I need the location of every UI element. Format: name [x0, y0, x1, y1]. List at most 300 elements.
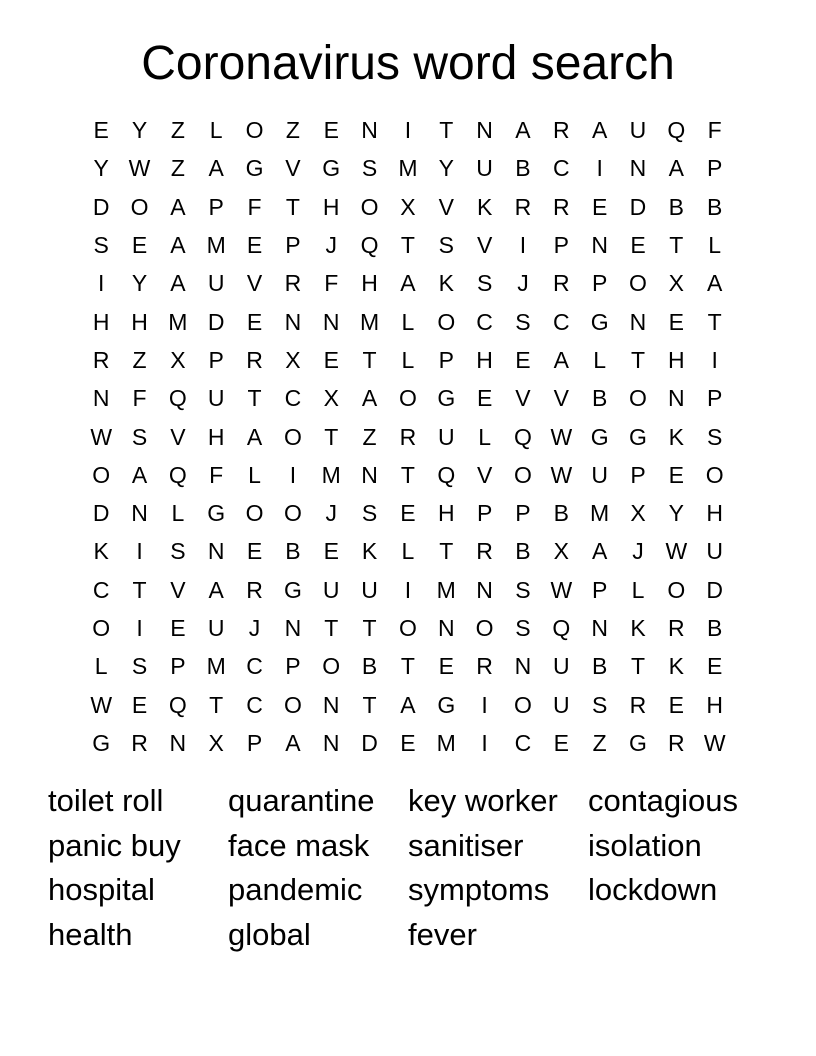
- grid-cell[interactable]: D: [92, 193, 110, 220]
- grid-cell[interactable]: N: [591, 615, 608, 641]
- grid-cell[interactable]: S: [707, 423, 723, 450]
- grid-cell[interactable]: L: [401, 538, 415, 565]
- grid-cell[interactable]: K: [476, 193, 493, 220]
- grid-cell[interactable]: B: [668, 193, 684, 220]
- grid-cell[interactable]: P: [707, 385, 723, 412]
- grid-cell[interactable]: W: [90, 691, 113, 718]
- grid-cell[interactable]: M: [168, 308, 188, 335]
- grid-cell[interactable]: V: [476, 461, 493, 488]
- grid-cell[interactable]: S: [93, 232, 109, 259]
- grid-cell[interactable]: U: [629, 117, 647, 144]
- grid-cell[interactable]: E: [553, 729, 569, 756]
- grid-cell[interactable]: G: [245, 155, 264, 182]
- grid-cell[interactable]: D: [629, 193, 647, 220]
- grid-cell[interactable]: R: [668, 615, 685, 641]
- grid-cell[interactable]: E: [93, 117, 109, 144]
- grid-cell[interactable]: H: [706, 500, 723, 527]
- grid-cell[interactable]: H: [706, 691, 723, 718]
- grid-cell[interactable]: N: [629, 308, 647, 335]
- grid-cell[interactable]: Y: [438, 155, 454, 182]
- grid-cell[interactable]: A: [591, 117, 608, 144]
- grid-cell[interactable]: E: [476, 385, 493, 412]
- grid-cell[interactable]: E: [400, 500, 416, 527]
- grid-cell[interactable]: P: [246, 729, 263, 756]
- grid-cell[interactable]: N: [131, 500, 148, 527]
- grid-cell[interactable]: T: [439, 117, 454, 144]
- grid-cell[interactable]: R: [668, 729, 685, 756]
- grid-cell[interactable]: C: [284, 385, 302, 412]
- grid-cell[interactable]: E: [515, 346, 531, 373]
- grid-cell[interactable]: G: [92, 729, 111, 756]
- grid-cell[interactable]: M: [359, 308, 380, 335]
- grid-cell[interactable]: B: [553, 500, 569, 527]
- word-list-item: isolation: [588, 827, 702, 863]
- grid-cell[interactable]: Q: [667, 117, 686, 144]
- grid-cell[interactable]: T: [285, 193, 300, 220]
- grid-cell[interactable]: C: [514, 729, 532, 756]
- grid-cell[interactable]: H: [131, 308, 148, 335]
- grid-cell[interactable]: W: [550, 576, 573, 603]
- grid-cell[interactable]: V: [438, 193, 454, 220]
- grid-cell[interactable]: N: [361, 117, 378, 144]
- grid-cell[interactable]: H: [322, 193, 340, 220]
- grid-cell[interactable]: Q: [168, 461, 187, 488]
- grid-cell[interactable]: U: [552, 691, 570, 718]
- grid-cell[interactable]: P: [285, 232, 301, 259]
- grid-cell[interactable]: A: [170, 193, 186, 220]
- grid-cell[interactable]: P: [208, 193, 224, 220]
- grid-cell[interactable]: K: [668, 653, 684, 680]
- grid-cell[interactable]: T: [400, 653, 415, 680]
- grid-cell[interactable]: E: [246, 232, 263, 259]
- grid-cell[interactable]: E: [323, 117, 339, 144]
- grid-cell[interactable]: I: [404, 576, 412, 603]
- grid-cell[interactable]: C: [92, 576, 110, 603]
- grid-cell[interactable]: F: [247, 193, 262, 220]
- grid-cell[interactable]: G: [437, 385, 456, 412]
- grid-cell[interactable]: M: [206, 653, 226, 680]
- grid-cell[interactable]: X: [553, 538, 569, 565]
- grid-cell[interactable]: X: [323, 385, 339, 412]
- grid-cell[interactable]: D: [207, 308, 225, 335]
- grid-cell[interactable]: S: [591, 691, 608, 718]
- grid-cell[interactable]: P: [438, 346, 454, 373]
- grid-cell[interactable]: U: [361, 576, 378, 603]
- grid-cell[interactable]: C: [246, 691, 263, 718]
- grid-cell[interactable]: D: [706, 576, 723, 603]
- grid-cell[interactable]: A: [285, 729, 301, 756]
- grid-cell[interactable]: S: [515, 576, 531, 603]
- grid-cell[interactable]: A: [515, 117, 531, 144]
- grid-cell[interactable]: E: [707, 653, 723, 680]
- grid-cell[interactable]: R: [399, 423, 417, 450]
- grid-cell[interactable]: J: [325, 500, 337, 527]
- grid-cell[interactable]: W: [90, 423, 113, 450]
- grid-cell[interactable]: B: [591, 653, 608, 680]
- grid-cell[interactable]: F: [132, 385, 147, 412]
- grid-cell[interactable]: T: [669, 232, 684, 259]
- grid-cell[interactable]: Y: [131, 117, 148, 144]
- grid-cell[interactable]: O: [705, 461, 724, 488]
- grid-cell[interactable]: U: [552, 653, 570, 680]
- grid-cell[interactable]: Z: [170, 155, 185, 182]
- grid-cell[interactable]: E: [668, 308, 684, 335]
- grid-cell[interactable]: W: [550, 461, 573, 488]
- grid-cell[interactable]: T: [362, 615, 377, 641]
- grid-cell[interactable]: I: [519, 232, 527, 259]
- grid-cell[interactable]: Q: [514, 423, 532, 450]
- grid-cell[interactable]: X: [630, 500, 646, 527]
- grid-cell[interactable]: P: [591, 270, 608, 297]
- grid-cell[interactable]: O: [92, 615, 111, 641]
- grid-cell[interactable]: Y: [668, 500, 684, 527]
- grid-cell[interactable]: T: [362, 346, 377, 373]
- grid-cell[interactable]: G: [629, 729, 647, 756]
- grid-cell[interactable]: P: [170, 653, 186, 680]
- grid-cell[interactable]: N: [284, 615, 302, 641]
- grid-cell[interactable]: U: [207, 270, 225, 297]
- grid-cell[interactable]: Q: [552, 615, 571, 641]
- grid-cell[interactable]: C: [552, 155, 570, 182]
- grid-cell[interactable]: S: [515, 308, 531, 335]
- grid-cell[interactable]: V: [170, 576, 186, 603]
- grid-cell[interactable]: I: [481, 729, 488, 756]
- grid-cell[interactable]: O: [437, 308, 456, 335]
- grid-cell[interactable]: Q: [168, 691, 187, 718]
- grid-cell[interactable]: V: [515, 385, 531, 412]
- grid-cell[interactable]: C: [552, 308, 570, 335]
- grid-cell[interactable]: P: [515, 500, 531, 527]
- grid-cell[interactable]: T: [324, 615, 339, 641]
- grid-cell[interactable]: T: [707, 308, 722, 335]
- grid-cell[interactable]: O: [245, 500, 264, 527]
- grid-cell[interactable]: F: [324, 270, 339, 297]
- grid-cell[interactable]: Q: [168, 385, 187, 412]
- grid-cell[interactable]: O: [360, 193, 379, 220]
- grid-cell[interactable]: P: [707, 155, 723, 182]
- grid-cell[interactable]: Y: [131, 270, 148, 297]
- grid-cell[interactable]: N: [629, 155, 647, 182]
- grid-cell[interactable]: W: [665, 538, 688, 565]
- grid-cell[interactable]: O: [398, 385, 417, 412]
- grid-cell[interactable]: U: [706, 538, 723, 565]
- grid-cell[interactable]: A: [170, 232, 186, 259]
- grid-cell[interactable]: E: [246, 538, 263, 565]
- grid-cell[interactable]: A: [668, 155, 684, 182]
- grid-cell[interactable]: K: [630, 615, 646, 641]
- grid-cell[interactable]: M: [398, 155, 418, 182]
- grid-cell[interactable]: I: [97, 270, 105, 297]
- grid-cell[interactable]: N: [169, 729, 187, 756]
- grid-cell[interactable]: L: [401, 308, 415, 335]
- grid-cell[interactable]: U: [322, 576, 340, 603]
- grid-cell[interactable]: O: [245, 117, 264, 144]
- grid-cell[interactable]: U: [207, 615, 225, 641]
- grid-cell[interactable]: W: [128, 155, 151, 182]
- grid-cell[interactable]: B: [515, 155, 531, 182]
- grid-cell[interactable]: S: [361, 500, 378, 527]
- grid-cell[interactable]: E: [246, 308, 263, 335]
- grid-cell[interactable]: U: [476, 155, 493, 182]
- grid-cell[interactable]: E: [591, 193, 608, 220]
- grid-row: [82, 417, 734, 455]
- grid-cell[interactable]: G: [437, 691, 456, 718]
- grid-cell[interactable]: G: [590, 308, 609, 335]
- grid-cell[interactable]: O: [130, 193, 149, 220]
- grid-cell[interactable]: E: [438, 653, 454, 680]
- grid-cell[interactable]: H: [668, 346, 685, 373]
- grid-cell[interactable]: M: [590, 500, 610, 527]
- grid-cell[interactable]: T: [324, 423, 339, 450]
- grid-cell[interactable]: N: [476, 576, 493, 603]
- grid-cell[interactable]: A: [591, 538, 608, 565]
- grid-cell[interactable]: R: [476, 538, 493, 565]
- grid-cell[interactable]: V: [553, 385, 569, 412]
- grid-cell[interactable]: O: [92, 461, 111, 488]
- grid-cell[interactable]: H: [437, 500, 455, 527]
- grid-cell[interactable]: N: [322, 729, 340, 756]
- grid-cell[interactable]: N: [514, 653, 532, 680]
- grid-cell[interactable]: R: [552, 270, 570, 297]
- grid-cell[interactable]: E: [668, 461, 684, 488]
- grid-cell[interactable]: Z: [132, 346, 147, 373]
- grid-cell[interactable]: O: [514, 691, 532, 718]
- grid-cell[interactable]: P: [476, 500, 493, 527]
- grid-cell[interactable]: R: [131, 729, 148, 756]
- grid-cell[interactable]: H: [207, 423, 225, 450]
- grid-cell[interactable]: R: [476, 653, 493, 680]
- grid-cell[interactable]: I: [136, 538, 143, 565]
- grid-cell[interactable]: P: [553, 232, 569, 259]
- grid-cell[interactable]: A: [170, 270, 186, 297]
- grid-cell[interactable]: U: [437, 423, 455, 450]
- word-list-item: contagious: [588, 783, 738, 818]
- grid-cell[interactable]: G: [283, 576, 302, 603]
- grid-cell[interactable]: X: [208, 729, 224, 756]
- grid-cell[interactable]: L: [708, 232, 722, 259]
- word-list-item: hospital: [48, 872, 155, 908]
- grid-cell[interactable]: R: [246, 346, 263, 373]
- grid-cell[interactable]: N: [668, 385, 685, 412]
- grid-cell[interactable]: C: [246, 653, 263, 680]
- grid-cell[interactable]: I: [136, 615, 143, 641]
- grid-cell[interactable]: I: [711, 346, 718, 373]
- grid-cell[interactable]: U: [591, 461, 608, 488]
- grid-cell[interactable]: K: [668, 423, 684, 450]
- grid-cell[interactable]: P: [591, 576, 608, 603]
- grid-cell[interactable]: S: [515, 615, 531, 641]
- grid-cell[interactable]: S: [476, 270, 493, 297]
- word-list-item: lockdown: [588, 872, 718, 908]
- grid-cell[interactable]: R: [92, 346, 110, 373]
- grid-cell[interactable]: T: [400, 232, 415, 259]
- grid-cell[interactable]: E: [323, 346, 339, 373]
- word-list-item: panic buy: [48, 827, 181, 863]
- grid-cell[interactable]: K: [93, 538, 109, 565]
- word-list-item: sanitiser: [408, 827, 524, 863]
- grid-cell[interactable]: O: [322, 653, 341, 680]
- grid-cell[interactable]: E: [400, 729, 416, 756]
- grid-cell[interactable]: V: [170, 423, 186, 450]
- grid-cell[interactable]: O: [283, 691, 302, 718]
- grid-cell[interactable]: O: [514, 461, 532, 488]
- grid-cell[interactable]: O: [475, 615, 494, 641]
- letter-grid: [82, 111, 734, 762]
- grid-cell[interactable]: A: [400, 691, 416, 718]
- word-list-item: key worker: [408, 783, 558, 818]
- grid-cell[interactable]: N: [284, 308, 302, 335]
- grid-cell[interactable]: Q: [360, 232, 379, 259]
- grid-cell[interactable]: Y: [93, 155, 109, 182]
- grid-cell[interactable]: W: [703, 729, 726, 756]
- grid-cell[interactable]: B: [707, 193, 723, 220]
- grid-cell[interactable]: N: [322, 308, 340, 335]
- grid-cell[interactable]: T: [247, 385, 262, 412]
- grid-row: [82, 149, 734, 187]
- grid-cell[interactable]: G: [207, 500, 226, 527]
- grid-cell[interactable]: W: [550, 423, 573, 450]
- grid-cell[interactable]: L: [209, 117, 223, 144]
- grid-cell[interactable]: V: [246, 270, 263, 297]
- grid-cell[interactable]: S: [170, 538, 186, 565]
- grid-cell[interactable]: M: [321, 461, 341, 488]
- grid-cell[interactable]: X: [170, 346, 186, 373]
- grid-cell[interactable]: X: [400, 193, 416, 220]
- grid-cell[interactable]: A: [361, 385, 378, 412]
- grid-cell[interactable]: N: [591, 232, 608, 259]
- grid-cell[interactable]: O: [667, 576, 686, 603]
- grid-cell[interactable]: G: [590, 423, 609, 450]
- grid-cell[interactable]: K: [438, 270, 454, 297]
- grid-cell[interactable]: J: [517, 270, 529, 297]
- grid-cell[interactable]: N: [361, 461, 378, 488]
- grid-cell[interactable]: O: [398, 615, 417, 641]
- grid-cell[interactable]: P: [208, 346, 224, 373]
- grid-cell[interactable]: J: [632, 538, 644, 565]
- grid-cell[interactable]: A: [246, 423, 263, 450]
- grid-cell[interactable]: O: [629, 385, 647, 412]
- grid-cell[interactable]: N: [207, 538, 225, 565]
- grid-cell[interactable]: I: [404, 117, 412, 144]
- grid-cell[interactable]: K: [361, 538, 378, 565]
- grid-cell[interactable]: X: [668, 270, 684, 297]
- grid-cell[interactable]: L: [478, 423, 491, 450]
- grid-cell[interactable]: T: [439, 538, 454, 565]
- grid-cell[interactable]: E: [668, 691, 684, 718]
- grid-cell[interactable]: E: [170, 615, 186, 641]
- grid-cell[interactable]: T: [132, 576, 147, 603]
- grid-cell[interactable]: B: [515, 538, 531, 565]
- grid-cell[interactable]: J: [325, 232, 337, 259]
- grid-cell[interactable]: R: [246, 576, 263, 603]
- grid-cell[interactable]: M: [206, 232, 226, 259]
- grid-cell[interactable]: N: [322, 691, 340, 718]
- grid-cell[interactable]: J: [248, 615, 261, 641]
- grid-cell[interactable]: R: [552, 193, 570, 220]
- grid-cell[interactable]: P: [285, 653, 301, 680]
- puzzle-title: Coronavirus word search: [141, 37, 675, 90]
- grid-cell[interactable]: L: [593, 346, 607, 373]
- grid-cell[interactable]: S: [438, 232, 454, 259]
- grid-cell[interactable]: Z: [362, 423, 377, 450]
- grid-cell[interactable]: Q: [437, 461, 456, 488]
- grid-cell[interactable]: A: [208, 576, 224, 603]
- grid-cell[interactable]: L: [94, 653, 108, 680]
- grid-cell[interactable]: M: [436, 576, 456, 603]
- grid-cell[interactable]: H: [92, 308, 110, 335]
- grid-cell[interactable]: U: [207, 385, 225, 412]
- grid-cell[interactable]: H: [476, 346, 493, 373]
- grid-cell[interactable]: D: [92, 500, 110, 527]
- grid-cell[interactable]: E: [131, 691, 148, 718]
- grid-cell[interactable]: O: [283, 500, 302, 527]
- grid-cell[interactable]: Z: [592, 729, 607, 756]
- grid-cell[interactable]: M: [436, 729, 456, 756]
- grid-cell[interactable]: S: [131, 653, 148, 680]
- grid-cell[interactable]: R: [284, 270, 302, 297]
- grid-cell[interactable]: S: [361, 155, 378, 182]
- grid-cell[interactable]: A: [707, 270, 723, 297]
- grid-cell[interactable]: T: [362, 691, 377, 718]
- grid-cell[interactable]: E: [131, 232, 148, 259]
- grid-cell[interactable]: X: [285, 346, 301, 373]
- grid-cell[interactable]: Z: [285, 117, 300, 144]
- grid-cell[interactable]: T: [630, 346, 646, 373]
- grid-cell[interactable]: L: [171, 500, 185, 527]
- grid-cell[interactable]: G: [322, 155, 341, 182]
- grid-cell[interactable]: C: [476, 308, 493, 335]
- grid-cell[interactable]: E: [630, 232, 646, 259]
- grid-cell[interactable]: A: [553, 346, 569, 373]
- grid-cell[interactable]: I: [596, 155, 603, 182]
- grid-cell[interactable]: V: [476, 232, 493, 259]
- grid-cell[interactable]: Z: [170, 117, 185, 144]
- grid-cell[interactable]: R: [514, 193, 532, 220]
- grid-cell[interactable]: L: [248, 461, 261, 488]
- grid-cell[interactable]: T: [400, 461, 415, 488]
- grid-cell[interactable]: N: [437, 615, 455, 641]
- grid-cell[interactable]: F: [707, 117, 722, 144]
- grid-cell[interactable]: V: [285, 155, 301, 182]
- grid-cell[interactable]: D: [361, 729, 378, 756]
- grid-cell[interactable]: A: [131, 461, 148, 488]
- grid-cell[interactable]: H: [361, 270, 378, 297]
- grid-cell[interactable]: N: [92, 385, 110, 412]
- grid-cell[interactable]: T: [209, 691, 224, 718]
- grid-cell[interactable]: N: [476, 117, 493, 144]
- grid-cell[interactable]: B: [361, 653, 378, 680]
- grid-cell[interactable]: O: [629, 270, 647, 297]
- grid-cell[interactable]: R: [552, 117, 570, 144]
- grid-cell[interactable]: S: [131, 423, 148, 450]
- grid-cell[interactable]: F: [209, 461, 224, 488]
- grid-cell[interactable]: B: [591, 385, 608, 412]
- grid-cell[interactable]: I: [481, 691, 488, 718]
- grid-cell[interactable]: L: [401, 346, 415, 373]
- grid-cell[interactable]: I: [289, 461, 297, 488]
- grid-cell[interactable]: A: [208, 155, 224, 182]
- grid-cell[interactable]: O: [283, 423, 302, 450]
- grid-cell[interactable]: G: [629, 423, 647, 450]
- grid-cell[interactable]: L: [631, 576, 645, 603]
- grid-cell[interactable]: A: [400, 270, 416, 297]
- grid-cell[interactable]: B: [707, 615, 723, 641]
- grid-cell[interactable]: E: [323, 538, 339, 565]
- grid-cell[interactable]: B: [285, 538, 301, 565]
- grid-cell[interactable]: P: [630, 461, 646, 488]
- grid-cell[interactable]: R: [629, 691, 647, 718]
- grid-cell[interactable]: T: [630, 653, 646, 680]
